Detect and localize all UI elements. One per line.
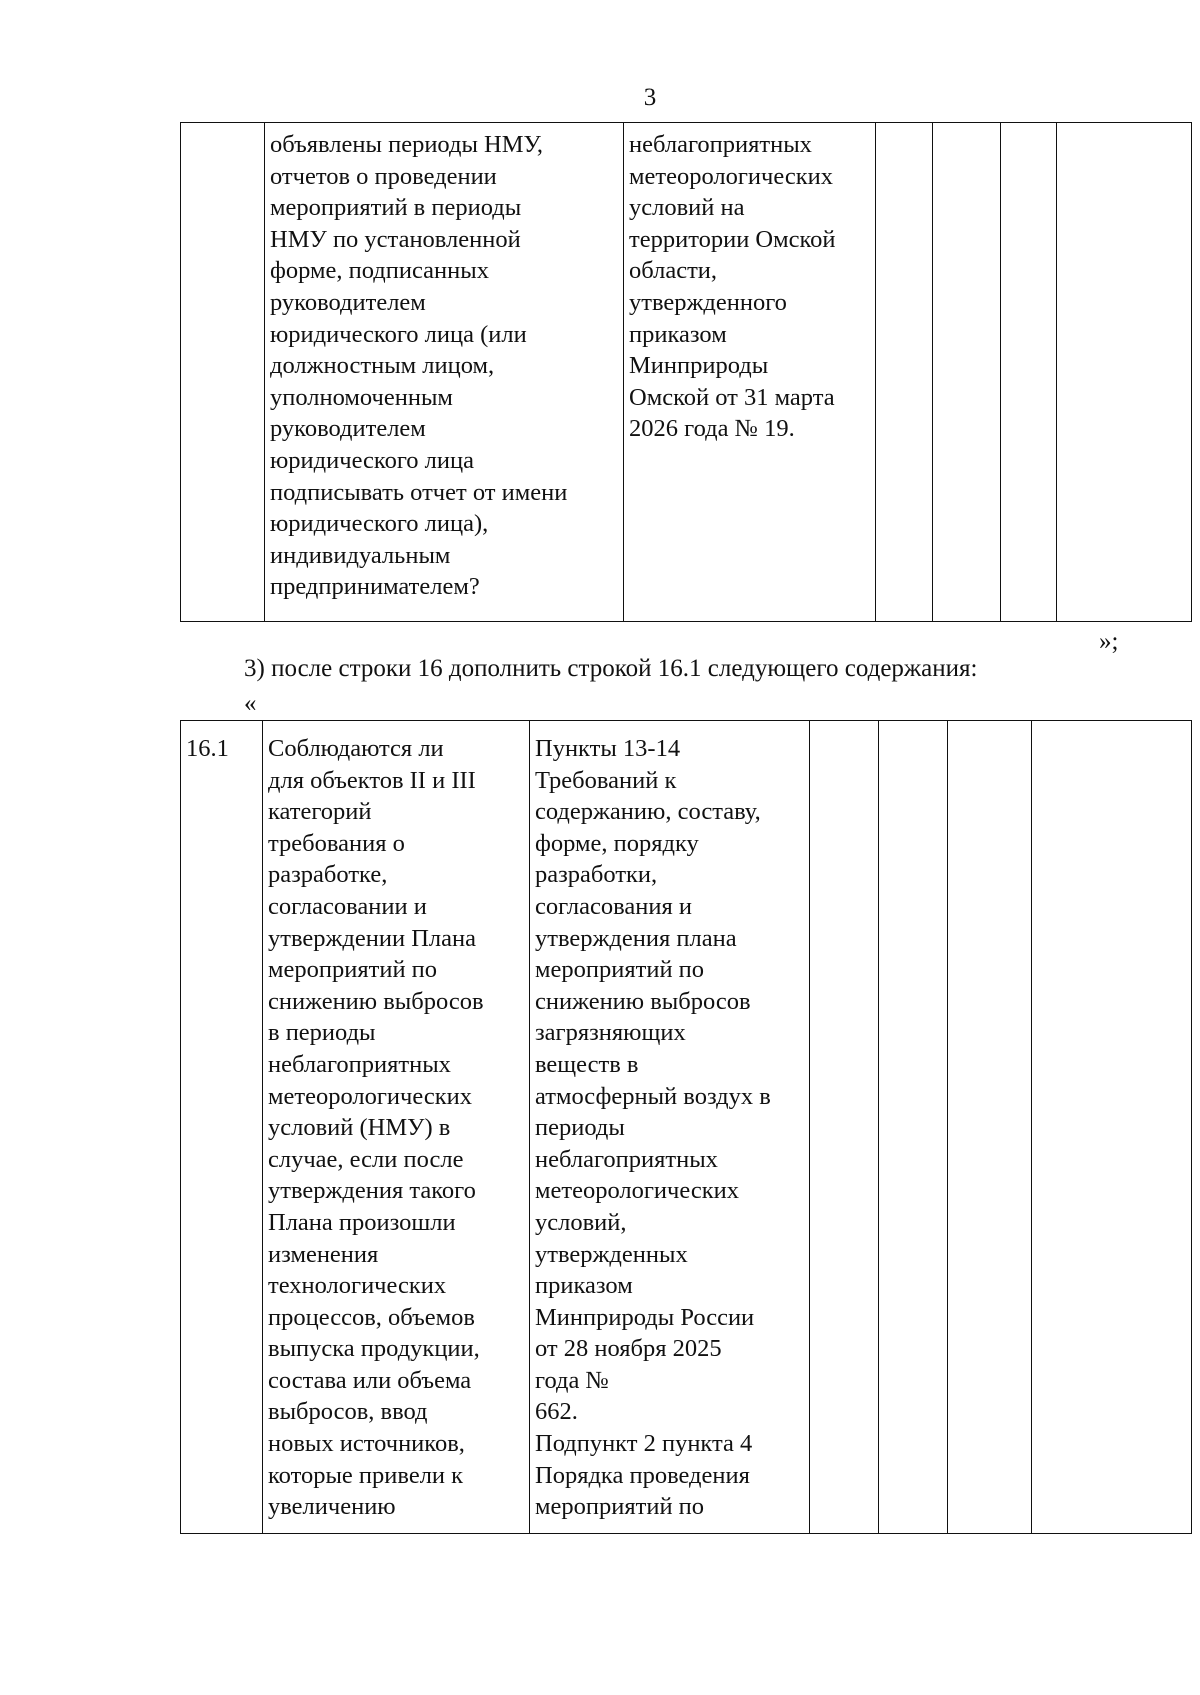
question-text: объявлены периоды НМУ, отчетов о проведении мероприятий в периоды НМУ по установленной форме, подписанных руководителем юридического лица (или должностным лицом, уполномоченным руководителем юридического лица подписывать отчет от имени юридического лица), индивидуальным предпринимателем?	[270, 131, 568, 601]
answer-no-cell	[879, 721, 948, 1534]
answer-yes-cell	[810, 721, 879, 1534]
opening-quote: «	[244, 690, 257, 717]
reference-text: Пункты 13-14 Требований к содержанию, составу, форме, порядку разработки, согласования и утверждения плана мероприятий по снижению выбросов загрязняющих веществ в атмосферный воздух в периоды неблагоприятных метеорологических условий, утвержденных приказом Минприроды России от 28 ноября 2025 года № 662. Подпункт 2 пункта 4 Порядка проведения мероприятий по	[535, 735, 771, 1521]
requirements-table-continued	[180, 122, 1192, 622]
row-number-cell	[181, 721, 263, 1534]
amendment-instruction: 3) после строки 16 дополнить строкой 16.1 следующего содержания:	[244, 655, 978, 682]
note-cell	[1032, 721, 1192, 1534]
note-cell	[1057, 123, 1192, 622]
new-row-table	[180, 720, 1192, 1534]
reference-text: неблагоприятных метеорологических условий на территории Омской области, утвержденного приказом Минприроды Омской от 31 марта 2026 года № 19.	[629, 131, 836, 443]
answer-no-cell	[933, 123, 1001, 622]
reference-cell	[530, 721, 810, 1534]
reference-cell	[624, 123, 876, 622]
question-text: Соблюдаются ли для объектов II и III категорий требования о разработке, согласовании и утверждении Плана мероприятий по снижению выбросов в периоды неблагоприятных метеорологических условий (НМУ) в случае, если после утверждения такого Плана произошли изменения технологических процессов, объемов выпуска продукции, состава или объема выбросов, ввод новых источников, которые привели к увеличению	[268, 735, 484, 1521]
answer-na-cell	[948, 721, 1032, 1534]
row-number-cell	[181, 123, 265, 622]
answer-yes-cell	[876, 123, 933, 622]
table-row	[181, 721, 1192, 1534]
table-row	[181, 123, 1192, 622]
closing-quote: »;	[1099, 628, 1119, 655]
row-number: 16.1	[186, 735, 229, 762]
page-number: 3	[643, 84, 657, 111]
question-cell	[263, 721, 530, 1534]
question-cell	[265, 123, 624, 622]
answer-na-cell	[1001, 123, 1057, 622]
